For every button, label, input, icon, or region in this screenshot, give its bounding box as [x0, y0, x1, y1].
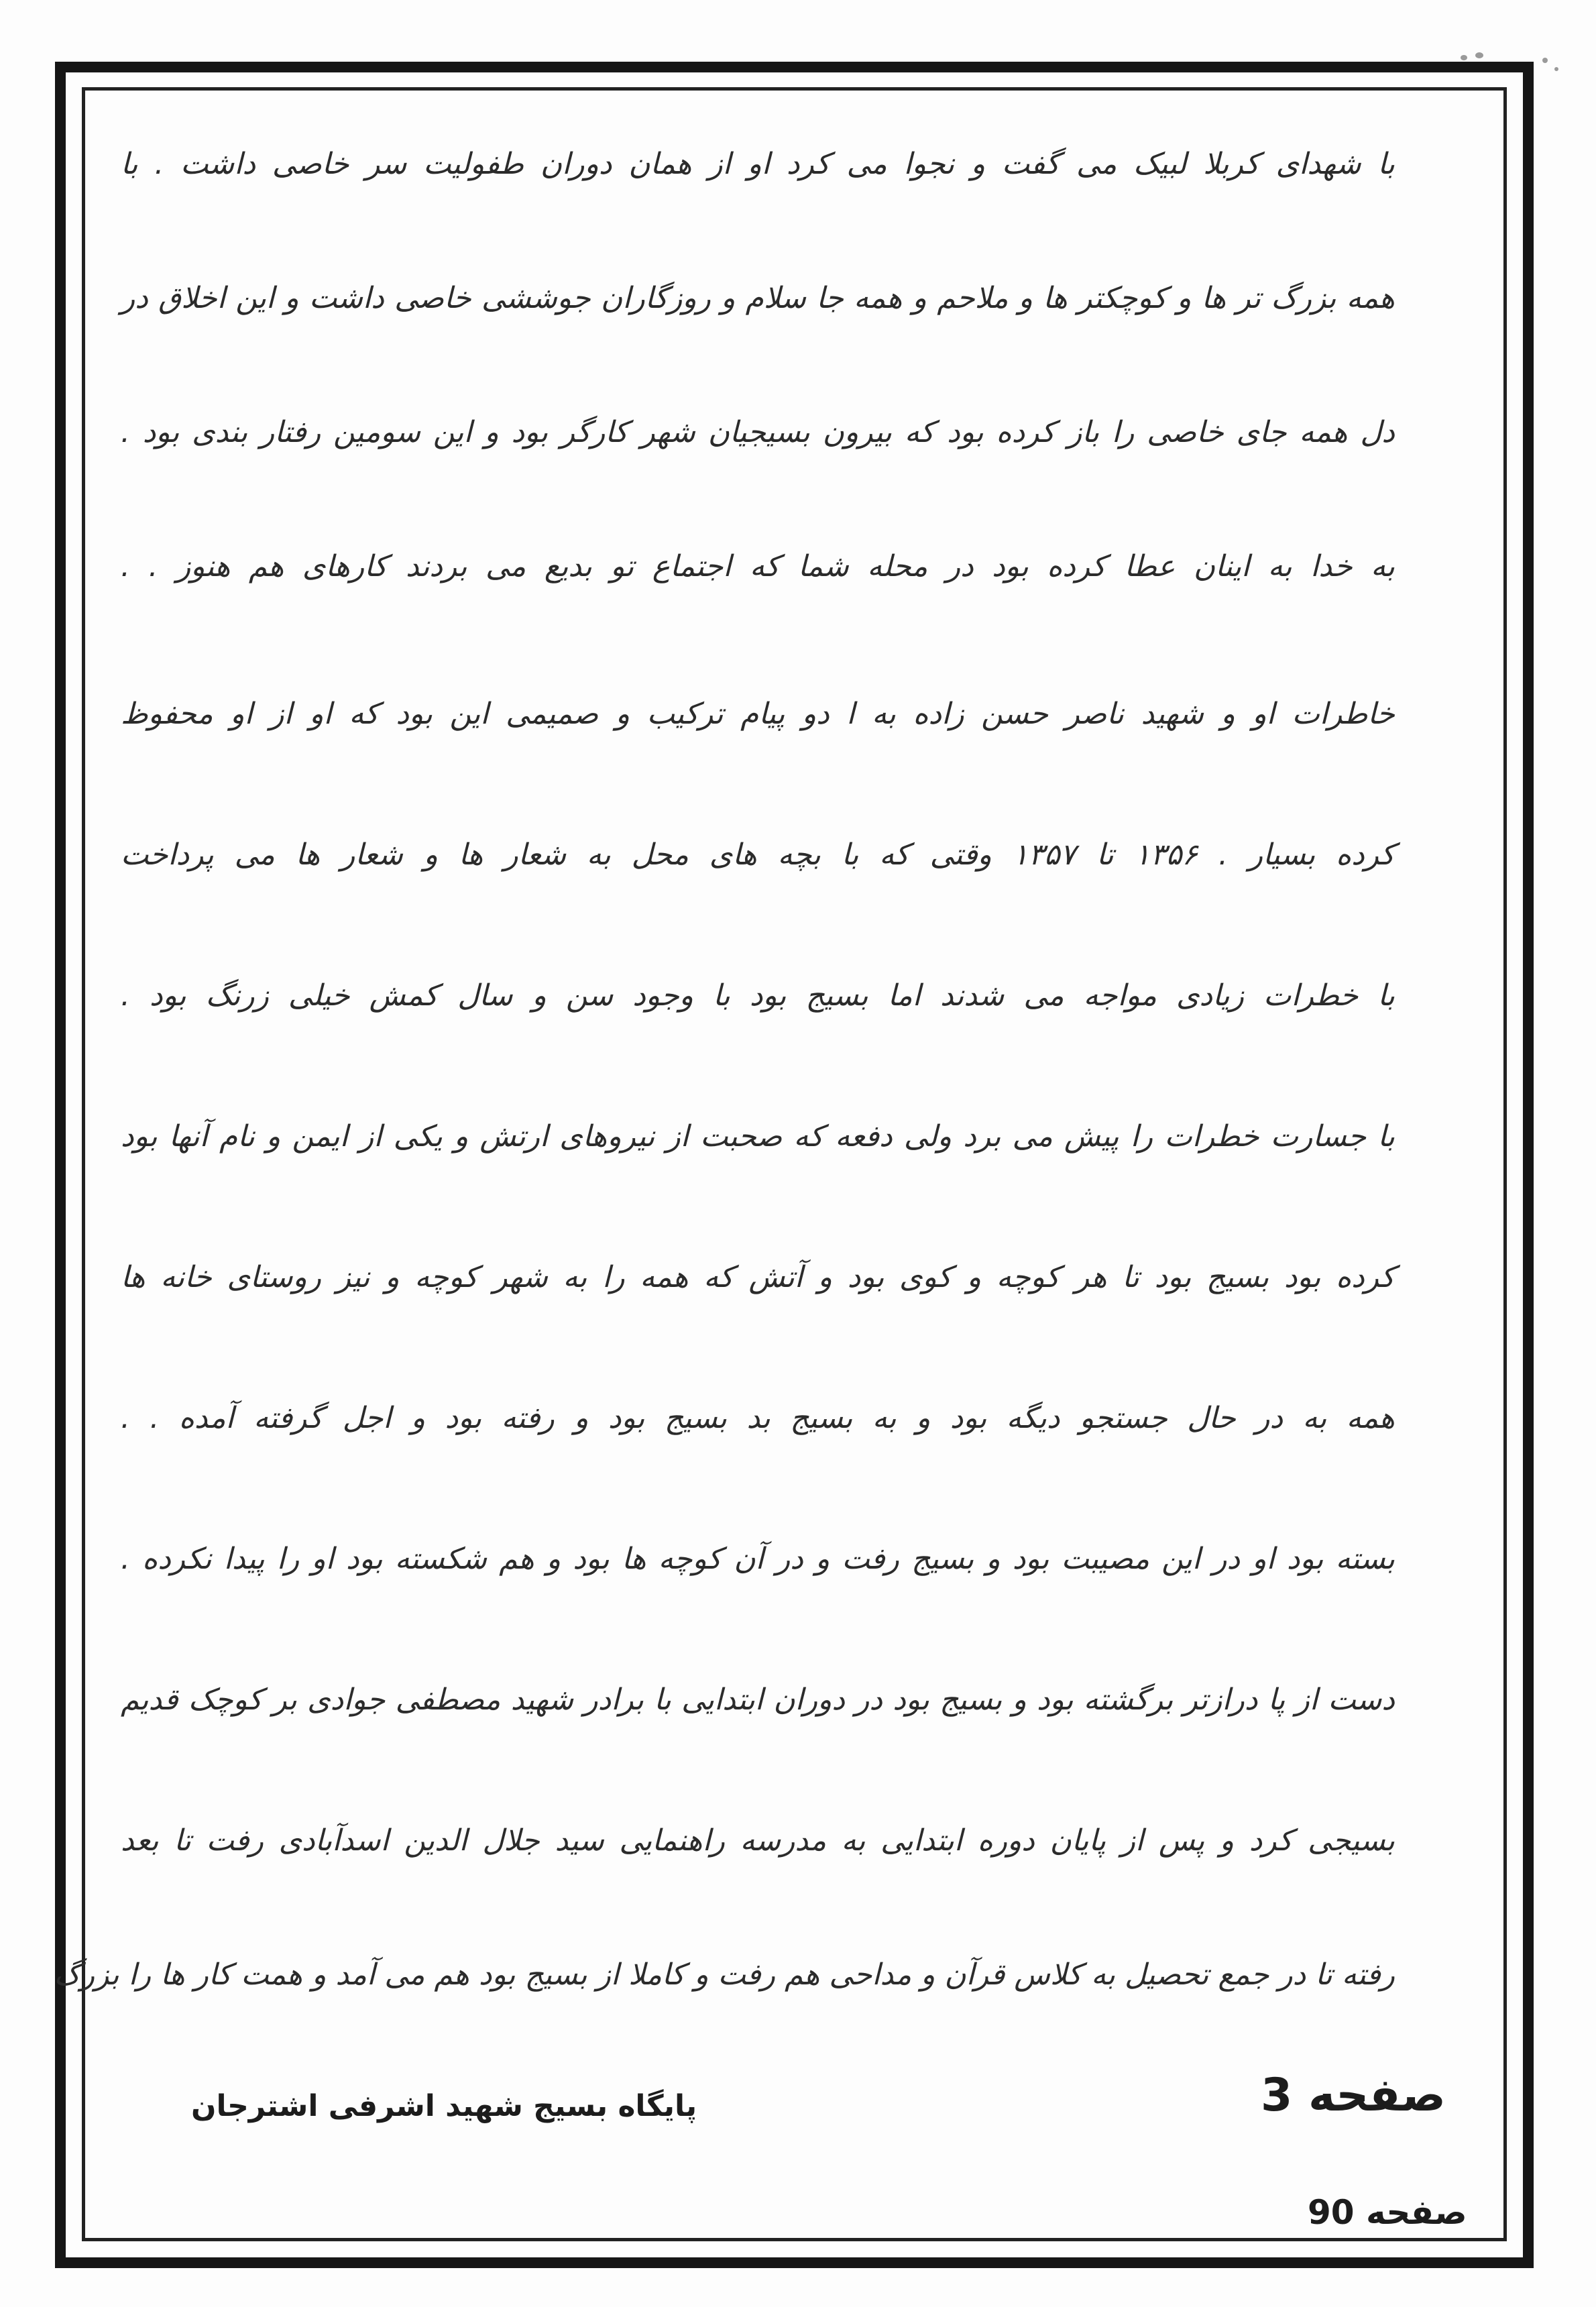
page-label: صفحه 3	[1261, 2069, 1446, 2122]
text-line: دست از پا درازتر برگشته بود و بسیج بود در دوران ابتدایی با برادر شهید مصطفی جوادی بر کوچک قدیم	[121, 1683, 1395, 1717]
text-line: رفته تا در جمع تحصیل به کلاس قرآن و مداحی هم رفت و کاملا از بسیج بود هم می آمد و همت کار ها را بزرگ	[54, 1958, 1395, 1992]
text-line: بسته بود او در این مصیبت بود و بسیج رفت و در آن کوچه ها بود و هم شکسته بود او را پیدا نکرده .	[121, 1542, 1395, 1576]
text-line: خاطرات او و شهید ناصر حسن زاده به ا دو پیام ترکیب و صمیمی این بود که او از او محفوظ	[121, 697, 1395, 731]
text-line: کرده بسیار . ۱۳۵۶ تا ۱۳۵۷ وقتی که با بچه های محل به شعار ها و شعار ها می پرداخت	[121, 838, 1395, 872]
scan-speck	[1542, 58, 1548, 63]
text-line: کرده بود بسیج بود تا هر کوچه و کوی بود و آتش که همه را به شهر کوچه و نیز روستای خانه ها	[121, 1260, 1395, 1294]
text-line: به خدا به اینان عطا کرده بود در محله شما که اجتماع تو بدیع می بردند کارهای هم هنوز . .	[121, 549, 1395, 583]
scan-speck	[1475, 52, 1483, 58]
base-name-signature: پایگاه بسیج شهید اشرفی اشترجان	[191, 2089, 697, 2123]
scan-speck	[1554, 67, 1558, 71]
scan-speck	[1461, 55, 1467, 60]
text-line: همه به در حال جستجو دیگه بود و به بسیج بد بسیج بود و رفته بود و اجل گرفته آمده . .	[121, 1401, 1395, 1435]
text-line: با خطرات زیادی مواجه می شدند اما بسیج بود با وجود سن و سال کمش خیلی زرنگ بود .	[121, 978, 1395, 1013]
sheet-number: صفحه 90	[1308, 2193, 1467, 2232]
text-line: همه بزرگ تر ها و کوچکتر ها و ملاحم و همه جا سلام و روزگاران جوششی خاصی داشت و این اخلاق در	[121, 281, 1395, 315]
text-line: بسیجی کرد و پس از پایان دوره ابتدایی به مدرسه راهنمایی سید جلال الدین اسدآبادی رفت تا بعد	[121, 1823, 1395, 1858]
text-line: دل همه جای خاصی را باز کرده بود که بیرون بسیجیان شهر کارگر بود و این سومین رفتار بندی بود .	[121, 415, 1395, 449]
handwritten-body	[54, 121, 1395, 2066]
text-line: با جسارت خطرات را پیش می برد ولی دفعه که صحبت از نیروهای ارتش و یکی از ایمن و نام آنها بود	[121, 1119, 1395, 1154]
text-line: با شهدای کربلا لبیک می گفت و نجوا می کرد او از همان دوران طفولیت سر خاصی داشت . با	[121, 147, 1395, 181]
